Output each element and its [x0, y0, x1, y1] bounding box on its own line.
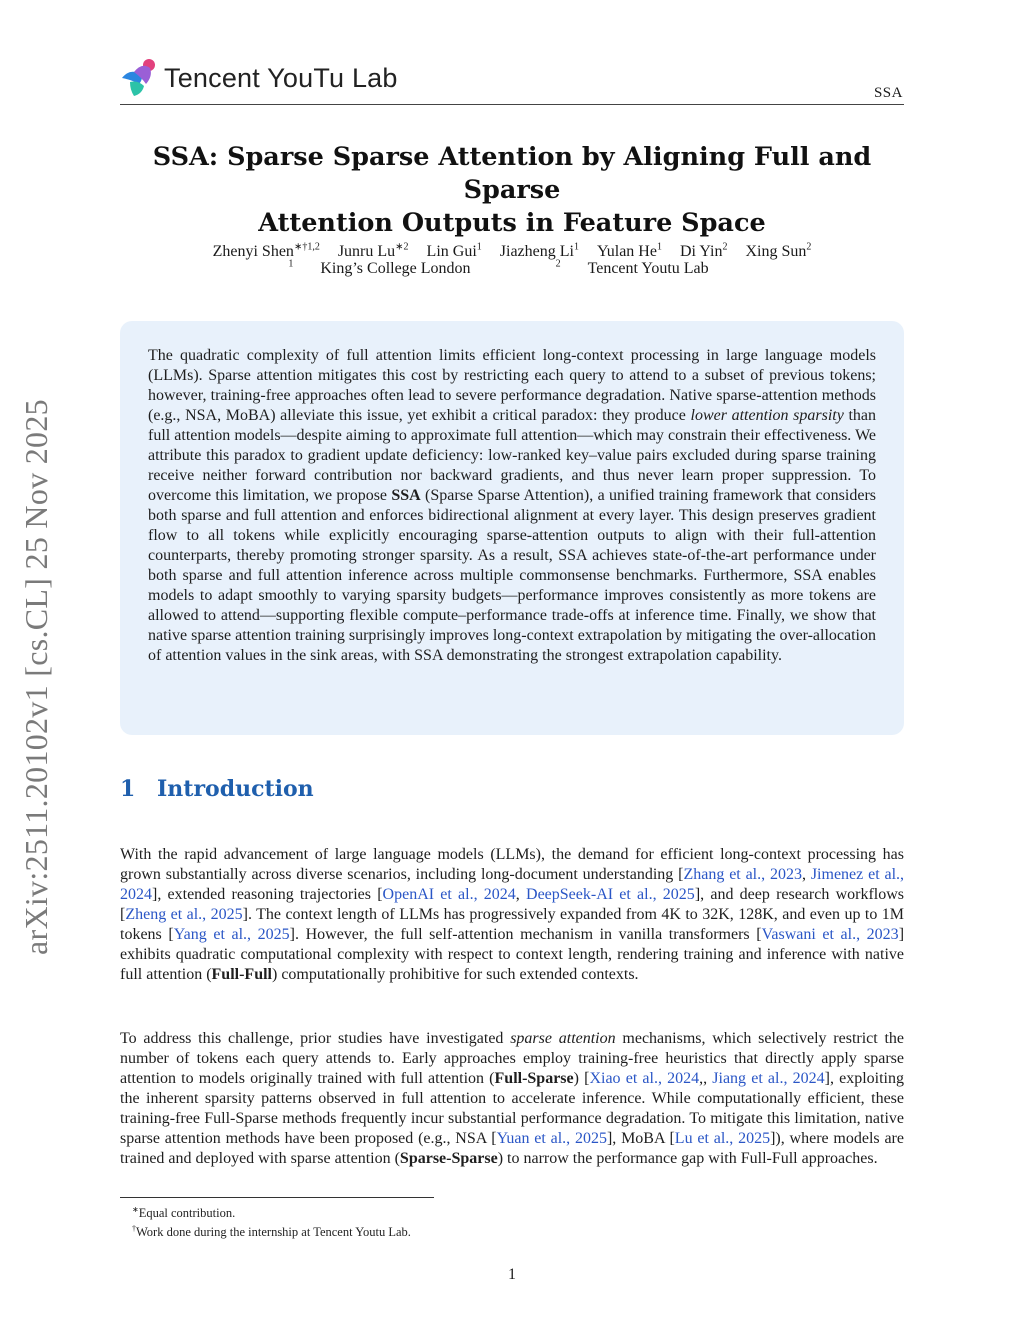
author: Jiazheng Li$^1$ — [499, 242, 579, 261]
abstract-text: The quadratic complexity of full attention limits efficient long-context processing in large language models (LLMs). Sparse attention mitigates this cost by restricting each query to attend to a subset of previous tokens; however, training-free approaches often lead to severe performance degradation. Native sparse-attention methods (e.g., NSA, MoBA) alleviate this issue, yet exhibit a critical paradox: they produce lower attention sparsity than full attention models—despite aiming to approximate full attention—which may constrain their effectiveness. We attribute this paradox to gradient update deficiency: low-ranked key–value pairs excluded during sparse training receive neither forward contribution nor backward gradients, and thus never learn proper suppression. To overcome this limitation, we propose SSA (Sparse Sparse Attention), a unified training framework that considers both sparse and full attention and enforces bidirectional alignment at every layer. This design preserves gradient flow to all tokens while explicitly encouraging sparse-attention outputs to align with their full-attention counterparts, thereby promoting stronger sparsity. As a result, SSA achieves state-of-the-art performance under both sparse and full attention inference across multiple commonsense benchmarks. Furthermore, SSA enables models to adapt smoothly to varying sparsity budgets—performance improves consistently as more tokens are allowed to attend—supporting flexible compute–performance trade-offs at inference time. Finally, we show that native sparse attention training surprisingly improves long-context extrapolation by mitigating the over-allocation of attention values in the sink areas, with SSA demonstrating the strongest extrapolation capability. — [148, 347, 877, 664]
running-title: SSA — [873, 85, 903, 101]
author: Yulan He$^1$ — [596, 242, 662, 261]
citation-link[interactable]: Xiao et al., 2024 — [589, 1070, 700, 1087]
page-number: 1 — [508, 1266, 516, 1283]
author: Di Yin$^2$ — [679, 242, 728, 261]
citation-link[interactable]: Zhang et al., 2023 — [683, 866, 802, 883]
logo-text: Tencent YouTu Lab — [164, 62, 398, 93]
footnotes — [132, 1202, 411, 1240]
citation-link[interactable]: Zheng et al., 2025 — [125, 906, 243, 923]
citation-link[interactable]: Yuan et al., 2025 — [496, 1130, 607, 1147]
intro-paragraph-1: With the rapid advancement of large language models (LLMs), the demand for efficient long-context processing has grown substantially across diverse scenarios, including long-document understanding [Zhang et al., 2023, Jimenez et al., 2024], extended reasoning trajectories [OpenAI et al., 2024, DeepSeek-AI et al., 2025], and deep research workflows [Zheng et al., 2025]. The context length of LLMs has progressively expanded from 4K to 32K, 128K, and even up to 1M tokens [Yang et al., 2025]. However, the full self-attention mechanism in vanilla transformers [Vaswani et al., 2023] exhibits quadratic computational complexity with respect to context length, rendering training and inference with native full attention (Full-Full) computationally prohibitive for such extended contexts. — [120, 846, 905, 983]
author: Xing Sun$^2$ — [745, 242, 812, 261]
citation-link[interactable]: Jiang et al., 2024 — [712, 1070, 825, 1087]
citation-link[interactable]: Vaswani et al., 2023 — [761, 926, 899, 943]
paper-title — [110, 141, 914, 240]
author: Lin Gui$^1$ — [426, 242, 482, 261]
author: Junru $Lu^{∗2}$ — [337, 242, 409, 261]
footnote-rule — [120, 1197, 434, 1198]
tencent-youtu-logo — [120, 58, 398, 98]
citation-link[interactable]: Yang et al., 2025 — [173, 926, 290, 943]
citation-link[interactable]: DeepSeek-AI et al., 2025 — [526, 886, 695, 903]
title-line-1: SSA: Sparse Sparse Attention by Aligning Full and Sparse — [152, 142, 872, 205]
header-rule — [120, 104, 904, 105]
intro-paragraph-2: To address this challenge, prior studies have investigated sparse attention mechanisms, which selectively restrict the number of tokens each query attends to. Early approaches employ training-free heuristics that directly apply sparse attention to models originally trained with full attention (Full-Sparse) [Xiao et al., 2024,, Jiang et al., 2024], exploiting the inherent sparsity patterns observed in full attention to accelerate inference. While computationally efficient, these training-free Full-Sparse methods frequently incur substantial performance degradation. To mitigate this limitation, native sparse attention methods have been proposed (e.g., NSA [Yuan et al., 2025], MoBA [Lu et al., 2025]), where models are trained and deployed with sparse attention (Sparse-Sparse) to narrow the performance gap with Full-Full approaches. — [120, 1030, 905, 1167]
citation-link[interactable]: OpenAI et al., 2024 — [382, 886, 516, 903]
arxiv-stamp: arXiv:2511.20102v1 [cs.CL] 25 Nov 2025 — [18, 399, 54, 955]
title-line-2: Attention Outputs in Feature Space — [258, 208, 766, 238]
youtu-logo-icon — [120, 58, 156, 98]
author: Zhenyi Shen$^{∗\dagger 1,2}$ — [212, 242, 320, 261]
citation-link[interactable]: Lu et al., 2025 — [674, 1130, 771, 1147]
affiliations — [120, 259, 904, 278]
footnote: ∗Equal contribution. — [132, 1205, 236, 1221]
affiliation: $^1$ King’s College London — [288, 259, 471, 278]
affiliation: $^2$ Tencent Youtu Lab — [555, 259, 709, 278]
footnote: †Work done during the internship at Tencent Youtu Lab. — [132, 1224, 411, 1240]
section-heading-introduction: 1 Introduction — [120, 776, 314, 802]
citation-link[interactable]: Jimenez et al., 2024 — [120, 866, 905, 903]
